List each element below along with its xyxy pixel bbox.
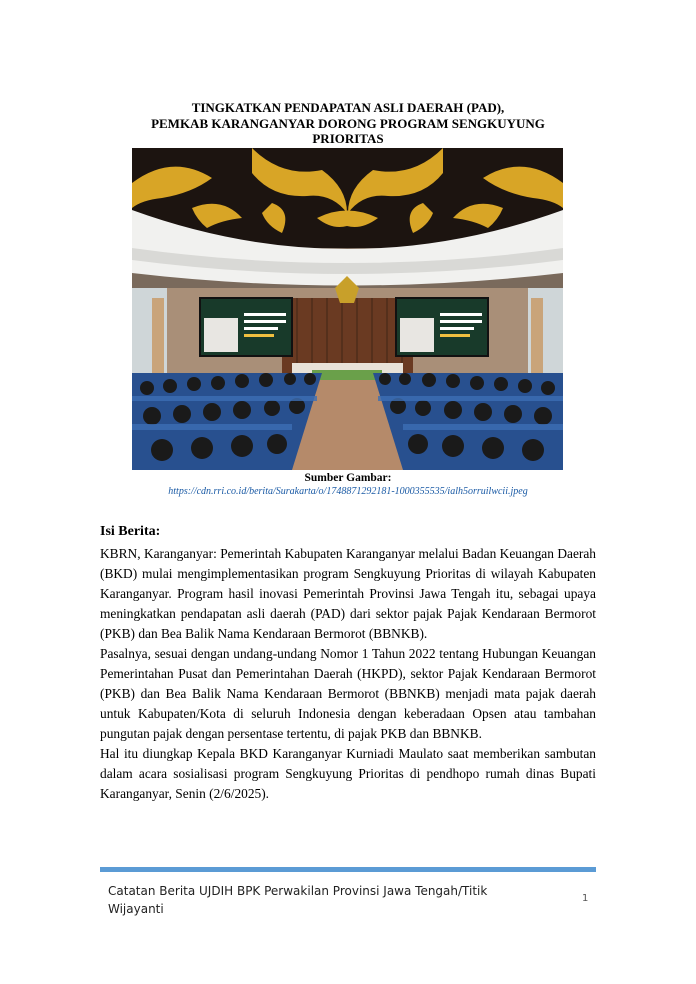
- pendopo-audience-image: [132, 148, 563, 470]
- caption-source-link[interactable]: https://cdn.rri.co.id/berita/Surakarta/o/1748871292181-1000355535/ialh5orruilwcii.jpeg: [168, 486, 528, 497]
- title-line-2: PEMKAB KARANGANYAR DORONG PROGRAM SENGKUYUNG: [151, 115, 545, 131]
- paragraph-2: Pasalnya, sesuai dengan undang-undang Nomor 1 Tahun 2022 tentang Hubungan Keuangan Pemerintahan Pusat dan Pemerintahan Daerah (HKPD), sektor Pajak Kendaraan Bermorot (PKB) dan Bea Balik Nama Kendaraan Bermorot (BBNKB) menjadi mata pajak daerah untuk Kabupaten/Kota di seluruh Indonesia dengan keberadaan Opsen atau tambahan pungutan pajak dengan persentase tertentu, di pajak PKB dan BBNKB.: [100, 646, 596, 741]
- caption-colon: :: [387, 472, 392, 484]
- paragraph-3: Hal itu diungkap Kepala BKD Karanganyar Kurniadi Maulato saat memberikan sambutan dalam acara sosialisasi program Sengkuyung Prioritas di pendhopo rumah dinas Bupati Karanganyar, Senin (2/6/2025).: [100, 746, 596, 801]
- title-line-3: PRIORITAS: [312, 131, 384, 146]
- article-title: [100, 100, 596, 147]
- footer-divider: [100, 867, 596, 872]
- footer-note: Catatan Berita UJDIH BPK Perwakilan Provinsi Jawa Tengah/Titik Wijayanti: [108, 884, 488, 916]
- article-body: [100, 544, 596, 804]
- page-number: 1: [582, 893, 589, 904]
- section-heading: Isi Berita:: [100, 524, 161, 539]
- image-caption: [100, 472, 596, 498]
- news-photo: [132, 148, 563, 470]
- paragraph-1: KBRN, Karanganyar: Pemerintah Kabupaten Karanganyar melalui Badan Keuangan Daerah (BKD) mulai mengimplementasikan program Sengkuyung Prioritas di wilayah Kabupaten Karanganyar. Program hasil inovasi Pemerintah Provinsi Jawa Tengah itu, sebagai upaya meningkatkan pendapatan asli daerah (PAD) dari sektor pajak Pajak Kendaraan Bermorot (PKB) dan Bea Balik Nama Kendaraan Bermorot (BBNKB).: [100, 546, 596, 641]
- caption-label: Sumber Gambar: [304, 472, 388, 484]
- title-line-1: TINGKATKAN PENDAPATAN ASLI DAERAH (PAD),: [191, 100, 505, 115]
